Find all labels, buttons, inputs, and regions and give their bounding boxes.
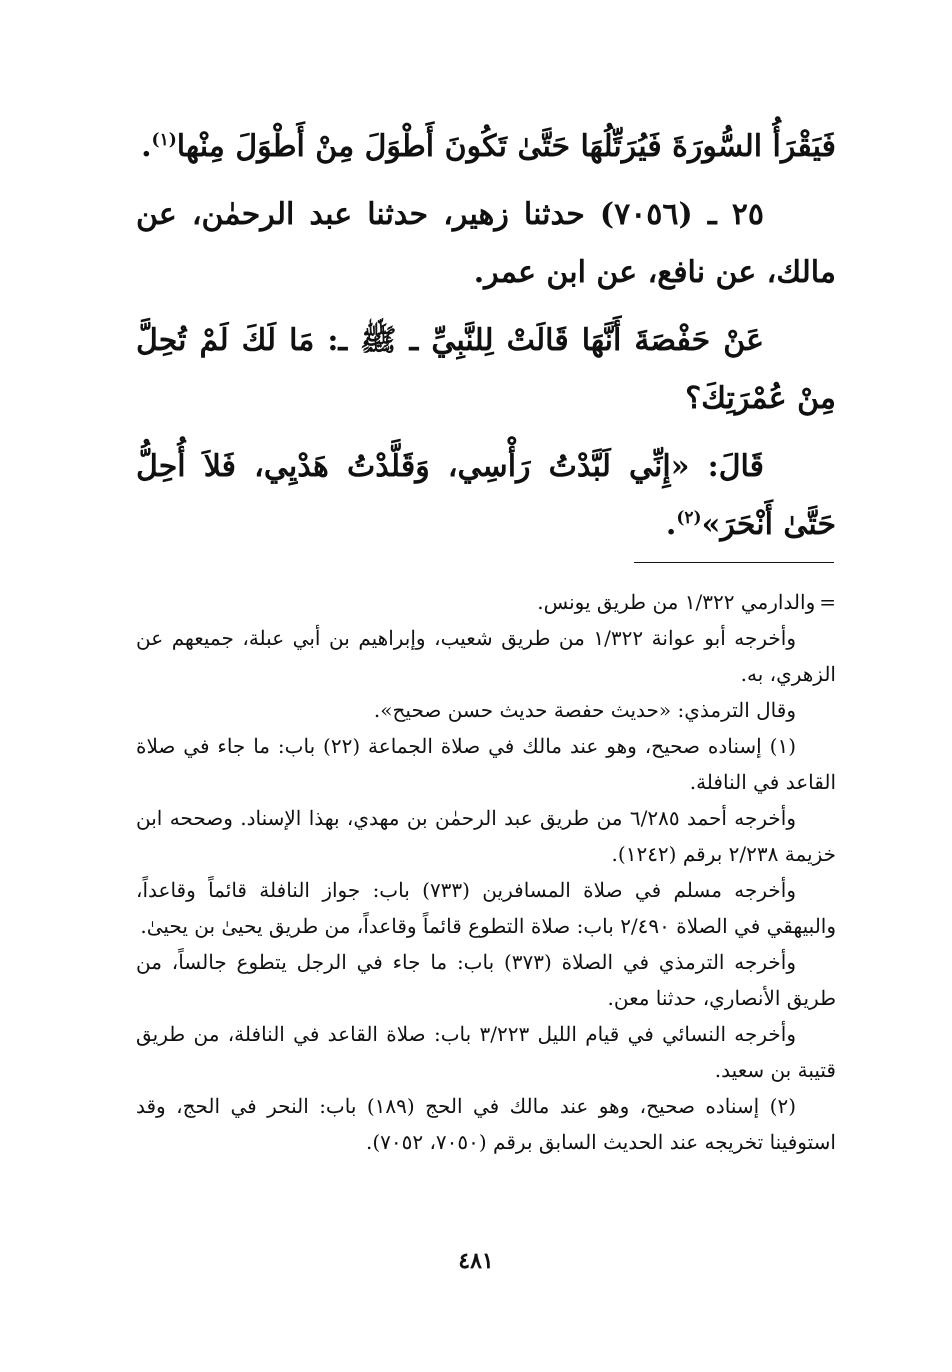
- main-paragraph-1: فَيَقْرَأُ السُّورَةَ فَيُرَتِّلُهَا حَتَّىٰ تَكُونَ أَطْوَلَ مِنْ أَطْوَلَ مِنْها$^{(١)}$.: [141, 129, 836, 164]
- footnote-line: وأخرجه النسائي في قيام الليل ٣/٢٢٣ باب: صلاة القاعد في النافلة، من طريق قتيبة بن سعيد.: [136, 1022, 836, 1082]
- page-number: ٤٨١: [458, 1248, 494, 1274]
- footnote-line: وأخرجه أحمد ٦/٢٨٥ من طريق عبد الرحمٰن بن مهدي، بهذا الإسناد. وصححه ابن خزيمة ٢/٢٣٨ برقم (١٢٤٢).: [136, 806, 836, 866]
- footnote-2: (٢) إسناده صحيح، وهو عند مالك في الحج (١٨٩) باب: النحر في الحج، وقد استوفينا تخريجه عند الحديث السابق برقم (٧٠٥٠، ٧٠٥٢).: [136, 1094, 836, 1154]
- continuation-mark: =: [819, 590, 836, 614]
- main-paragraph-3: عَنْ حَفْصَةَ أَنَّهَا قَالَتْ لِلنَّبِيِّ ـ ﷺ ـ: مَا لَكَ لَمْ تُحِلَّ مِنْ عُمْرَتِكَ؟: [136, 323, 836, 416]
- main-paragraph-4: قَالَ: «إِنِّي لَبَّدْتُ رَأْسِي، وَقَلَّدْتُ هَدْيِي، فَلاَ أُحِلُّ حَتَّىٰ أَنْحَرَ»$^{(٢)}$.: [136, 449, 836, 542]
- footnote-line: وأخرجه مسلم في صلاة المسافرين (٧٣٣) باب: جواز النافلة قائماً وقاعداً، والبيهقي في الصلاة ٢/٤٩٠ باب: صلاة التطوع قائماً وقاعداً، من طريق يحيىٰ بن يحيىٰ.: [136, 878, 836, 938]
- footnote-line: وأخرجه أبو عوانة ١/٣٢٢ من طريق شعيب، وإبراهيم بن أبي عبلة، جميعهم عن الزهري، به.: [136, 626, 836, 686]
- footnote-ref-2[interactable]: (٢): [676, 508, 702, 528]
- footnote-1: (١) إسناده صحيح، وهو عند مالك في صلاة الجماعة (٢٢) باب: ما جاء في صلاة القاعد في النافلة.: [136, 734, 836, 794]
- footnote-line: =والدارمي ١/٣٢٢ من طريق يونس.: [537, 590, 836, 614]
- footnote-line: وقال الترمذي: «حديث حفصة حديث حسن صحيح».: [373, 698, 796, 722]
- footnotes: [136, 584, 836, 1160]
- footnote-ref-1[interactable]: (١): [151, 130, 177, 150]
- main-paragraph-2: ٢٥ ـ (٧٠٥٦) حدثنا زهير، حدثنا عبد الرحمٰن، عن مالك، عن نافع، عن ابن عمر.: [136, 197, 836, 290]
- footnote-separator: [634, 562, 834, 563]
- footnote-line: وأخرجه الترمذي في الصلاة (٣٧٣) باب: ما جاء في الرجل يتطوع جالساً، من طريق الأنصاري، حدثنا معن.: [136, 950, 836, 1010]
- main-text: [136, 118, 836, 564]
